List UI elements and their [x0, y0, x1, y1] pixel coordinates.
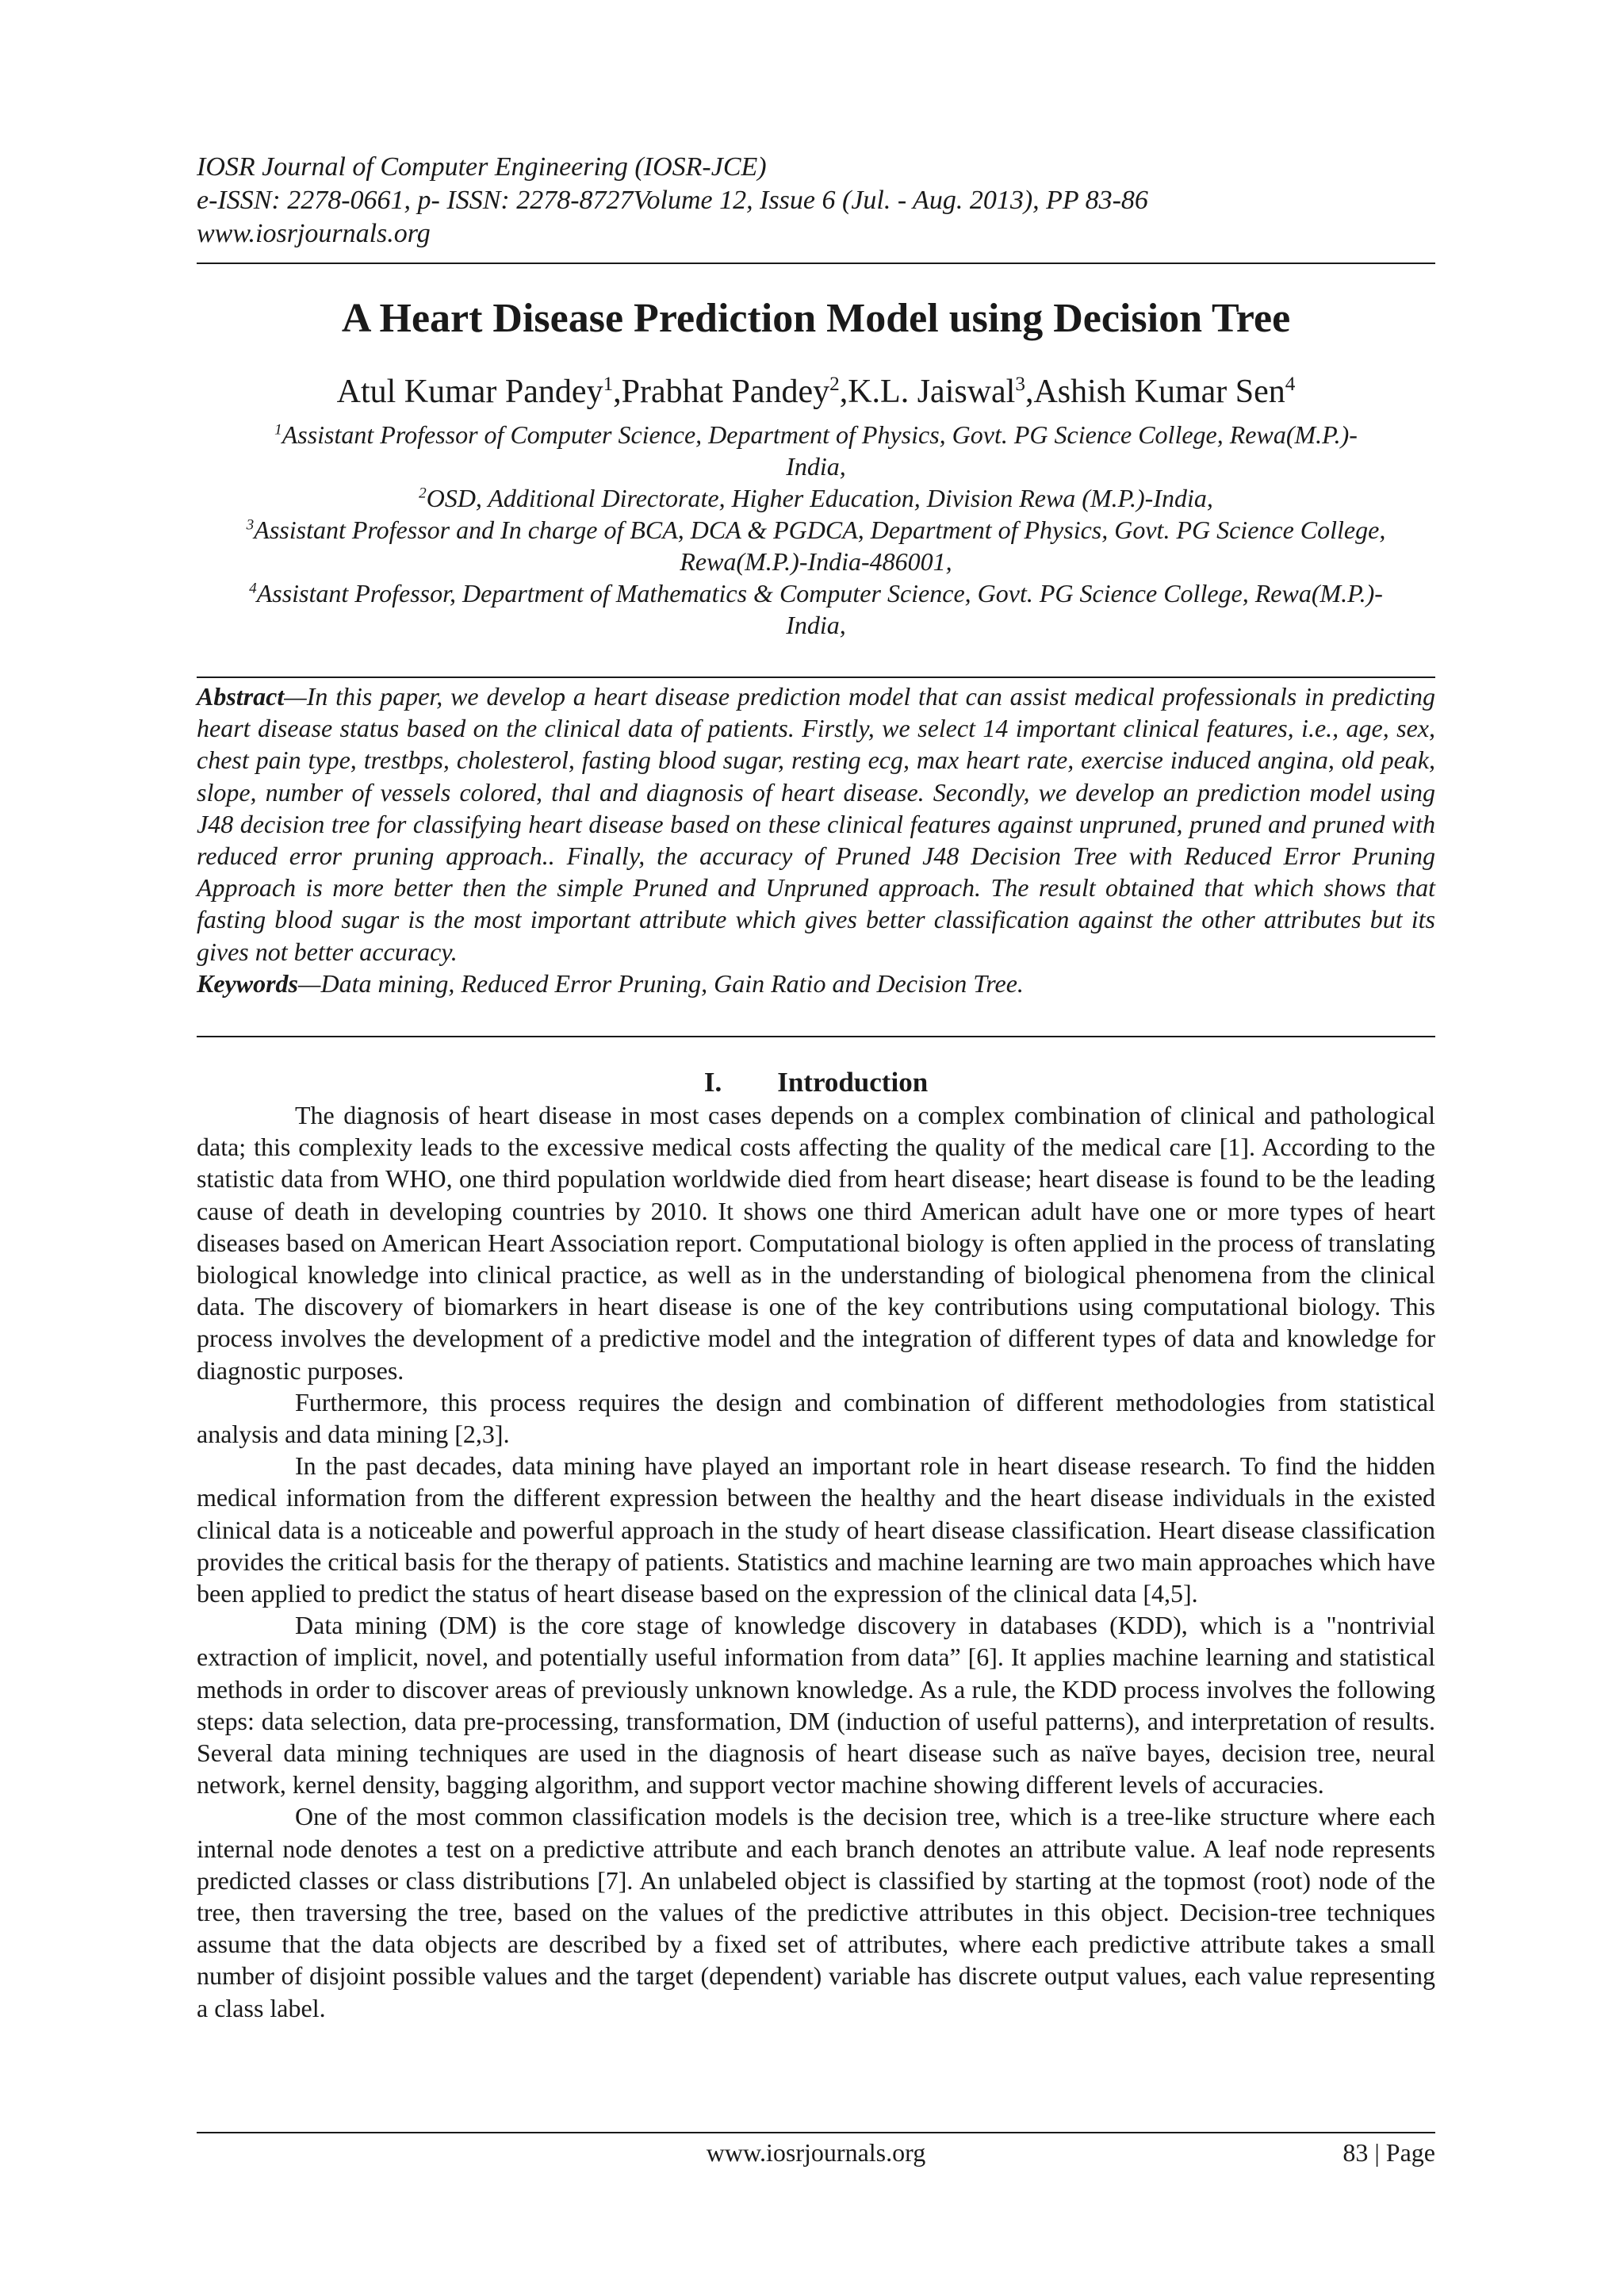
journal-url: www.iosrjournals.org	[197, 219, 431, 248]
affiliation-text: Assistant Professor of Computer Science, Department of Physics, Govt. PG Science College, Rewa(M.P.)-	[282, 420, 1358, 449]
affiliation-cont: India,	[786, 611, 846, 639]
author-sep: ,	[839, 374, 848, 410]
affiliation	[197, 482, 1435, 514]
header-rule	[197, 263, 1435, 264]
keywords	[197, 968, 1435, 999]
affiliation	[197, 514, 1435, 546]
abstract-top-rule	[197, 677, 1435, 678]
section-number: I.	[703, 1067, 722, 1098]
section-title: Introduction	[777, 1067, 929, 1098]
author-sup: 1	[603, 374, 614, 395]
page-number: 83 | Page	[1342, 2138, 1435, 2167]
abstract-body	[197, 680, 1435, 968]
abstract-text: —In this paper, we develop a heart disease prediction model that can assist medical professionals in predicting heart disease status based on the clinical data of patients. Firstly, we select 14 important clinical features, i.e., age, sex, chest pain type, trestbps, cholesterol, fasting blood sugar, resting ecg, max heart rate, exercise induced angina, old peak, slope, number of vessels colored, thal and diagnosis of heart disease. Secondly, we develop an prediction model using J48 decision tree for classifying heart disease based on these clinical features against unpruned, pruned and pruned with reduced error pruning approach.. Finally, the accuracy of Pruned J48 Decision Tree with Reduced Error Pruning Approach is more better then the simple Pruned and Unpruned approach. The result obtained that which shows that fasting blood sugar is the most important attribute which gives better classification against the other attributes but its gives not better accuracy.	[197, 682, 1435, 966]
footer-site-link[interactable]: www.iosrjournals.org	[706, 2138, 926, 2167]
affiliation-sup: 1	[274, 421, 282, 439]
affiliation	[197, 419, 1435, 450]
paper-title: A Heart Disease Prediction Model using Decision Tree	[341, 296, 1291, 341]
keywords-label: Keywords	[197, 968, 298, 998]
paragraph: The diagnosis of heart disease in most cases depends on a complex combination of clinical and pathological data; this complexity leads to the excessive medical costs affecting the quality of the medical care [1]. According to the statistic data from WHO, one third population worldwide died from heart disease; heart disease is found to be the leading cause of death in developing countries by 2010. It shows one third American adult have one or more types of heart diseases based on American Heart Association report. Computational biology is often applied in the process of translating biological knowledge into clinical practice, as well as in the understanding of biological phenomena from the clinical data. The discovery of biomarkers in heart disease is one of the key contributions using computational biology. This process involves the development of a predictive model and the integration of different types of data and knowledge for diagnostic purposes.	[197, 1101, 1435, 1385]
affiliation-cont: Rewa(M.P.)-India-486001,	[680, 547, 952, 576]
author-name: Atul Kumar Pandey	[336, 374, 603, 410]
journal-issn: e-ISSN: 2278-0661, p- ISSN: 2278-8727Volume 12, Issue 6 (Jul. - Aug. 2013), PP 83-86	[197, 186, 1148, 215]
journal-header	[197, 151, 1435, 251]
body-text	[197, 1099, 1435, 2024]
abstract-bottom-rule	[197, 1036, 1435, 1037]
paragraph: Data mining (DM) is the core stage of knowledge discovery in databases (KDD), which is a "nontrivial extraction of implicit, novel, and potentially useful information from data” [6]. It applies machine learning and statistical methods in order to discover areas of previously unknown knowledge. As a rule, the KDD process involves the following steps: data selection, data pre-processing, transformation, DM (induction of useful patterns), and interpretation of results. Several data mining techniques are used in the diagnosis of heart disease such as naïve bayes, decision tree, neural network, kernel density, bagging algorithm, and support vector machine showing different levels of accuracies.	[197, 1611, 1435, 1800]
author-sep: ,	[613, 374, 622, 410]
author-sup: 3	[1015, 374, 1025, 395]
abstract	[197, 680, 1435, 999]
paragraph: In the past decades, data mining have played an important role in heart disease research. To find the hidden medical information from the different expression between the healthy and the heart disease individuals in the existed clinical data is a noticeable and powerful approach in the study of heart disease classification. Heart disease classification provides the critical basis for the therapy of patients. Statistics and machine learning are two main approaches which have been applied to predict the status of heart disease based on the expression of the clinical data [4,5].	[197, 1451, 1435, 1608]
author-name: K.L. Jaiswal	[848, 374, 1016, 410]
author-sup: 2	[829, 374, 840, 395]
affiliation-sup: 2	[419, 485, 427, 502]
author-sep: ,	[1025, 374, 1034, 410]
paragraph: Furthermore, this process requires the design and combination of different methodologies from statistical analysis and data mining [2,3].	[197, 1387, 1435, 1449]
keywords-text: —Data mining, Reduced Error Pruning, Gain Ratio and Decision Tree.	[298, 968, 1024, 998]
paragraph: One of the most common classification models is the decision tree, which is a tree-like structure where each internal node denotes a test on a predictive attribute and each branch denotes an attribute value. A leaf node represents predicted classes or class distributions [7]. An unlabeled object is classified by starting at the topmost (root) node of the tree, then traversing the tree, based on the values of the predictive attributes in this object. Decision-tree techniques assume that the data objects are described by a fixed set of attributes, where each predictive attribute takes a small number of disjoint possible values and the target (dependent) variable has discrete output values, each value representing a class label.	[197, 1802, 1435, 2022]
affiliation-text: Assistant Professor and In charge of BCA, DCA & PGDCA, Department of Physics, Govt. PG Science College,	[254, 516, 1386, 544]
abstract-label: Abstract	[197, 682, 285, 711]
author-sup: 4	[1285, 374, 1296, 395]
affiliation-text: OSD, Additional Directorate, Higher Education, Division Rewa (M.P.)-India,	[426, 484, 1213, 512]
author-name: Ashish Kumar Sen	[1033, 374, 1285, 410]
author-list	[197, 371, 1435, 412]
affiliation-sup: 4	[249, 580, 257, 597]
journal-name: IOSR Journal of Computer Engineering (IOSR-JCE)	[197, 152, 767, 182]
author-name: Prabhat Pandey	[621, 374, 830, 410]
affiliation-text: Assistant Professor, Department of Mathematics & Computer Science, Govt. PG Science College, Rewa(M.P.)-	[256, 579, 1383, 608]
affiliation-cont: India,	[786, 452, 846, 481]
affiliations	[197, 419, 1435, 641]
section-heading	[197, 1066, 1435, 1099]
affiliation-sup: 3	[246, 516, 255, 534]
affiliation	[197, 577, 1435, 609]
footer-rule	[197, 2132, 1435, 2133]
